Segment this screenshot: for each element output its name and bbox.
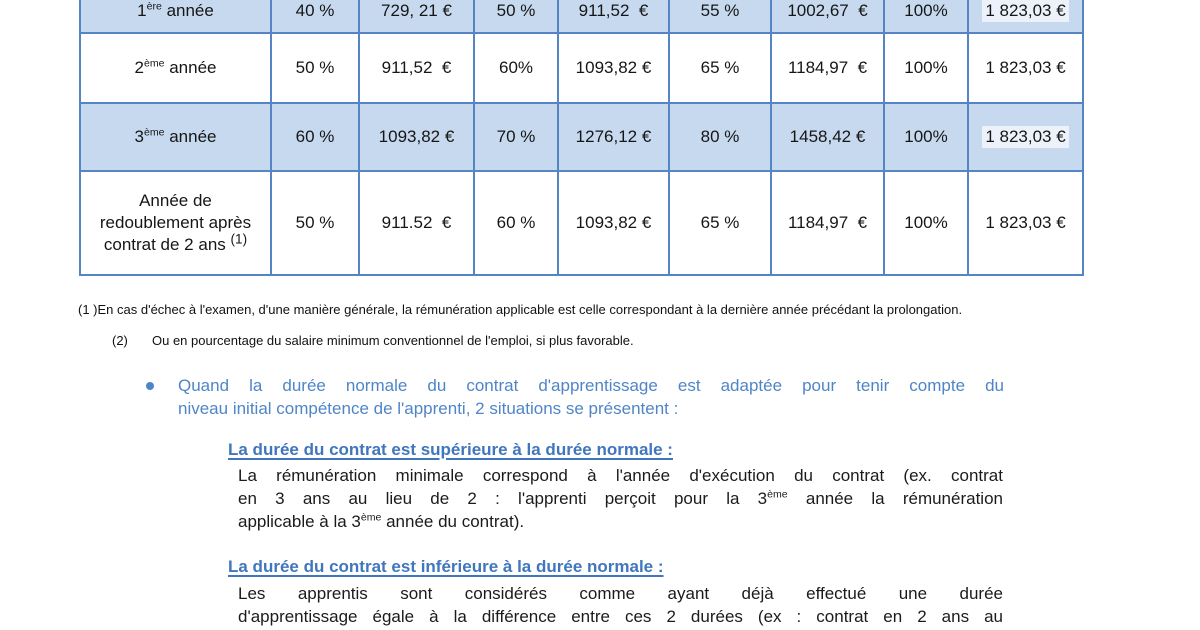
table-cell: 60 % [271, 103, 359, 171]
table-cell: 1002,67 € [771, 0, 884, 33]
paragraph-line: applicable à la 3ème année du contrat). [238, 511, 525, 531]
table-cell: 1276,12 € [558, 103, 669, 171]
paragraph-line: Les apprentis sont considérés comme ayant déjà effectué une durée [238, 584, 1003, 603]
heading-duree-superieure: La durée du contrat est supérieure à la durée normale : [228, 440, 673, 459]
table-cell: 60% [474, 33, 558, 103]
bullet-paragraph [146, 374, 1004, 420]
table-row-year-3 [80, 103, 1083, 171]
table-cell: 70 % [474, 103, 558, 171]
table-cell: 100% [884, 0, 968, 33]
table-cell: 1184,97 € [771, 33, 884, 103]
paragraph-line: La rémunération minimale correspond à l'année d'exécution du contrat (ex. contrat [238, 466, 1003, 485]
table-row-label: 2ème année [80, 33, 271, 103]
table-cell-total [968, 171, 1083, 275]
table-row-label: 1ère année [80, 0, 271, 33]
table-cell: 911,52 € [558, 0, 669, 33]
table-cell: 100% [884, 103, 968, 171]
total-value: 1 823,03 € [985, 213, 1066, 232]
paragraph-duree-inferieure [238, 582, 1003, 628]
table-cell: 100% [884, 33, 968, 103]
footnote-2-marker: (2) [112, 333, 128, 348]
paragraph-line: d'apprentissage égale à la différence entre ces 2 durées (ex : contrat en 2 ans au [238, 607, 1003, 626]
table-row-label: 3ème année [80, 103, 271, 171]
table-cell: 1184,97 € [771, 171, 884, 275]
table-cell: 1458,42 € [771, 103, 884, 171]
bullet-line: Quand la durée normale du contrat d'apprentissage est adaptée pour tenir compte du [178, 376, 1004, 395]
table-cell: 1093,82 € [359, 103, 474, 171]
table-cell: 50 % [474, 0, 558, 33]
bullet-line: niveau initial compétence de l'apprenti, 2 situations se présentent : [178, 399, 679, 418]
bullet-text [178, 374, 1004, 420]
table-cell: 40 % [271, 0, 359, 33]
table-cell: 50 % [271, 33, 359, 103]
table-row-year-2 [80, 33, 1083, 103]
table-cell: 729, 21 € [359, 0, 474, 33]
heading-duree-inferieure: La durée du contrat est inférieure à la durée normale : [228, 557, 664, 576]
footnote-1: (1 )En cas d'échec à l'examen, d'une manière générale, la rémunération applicable est celle correspondant à la dernière année précédant la prolongation. [78, 302, 963, 317]
table-row-label: Année de redoublement après contrat de 2 ans $^{(1)}$ [80, 171, 271, 275]
paragraph-duree-superieure [238, 464, 1003, 533]
table-cell: 911.52 € [359, 171, 474, 275]
table-cell: 50 % [271, 171, 359, 275]
total-value: 1 823,03 € [982, 0, 1068, 22]
table-cell: 60 % [474, 171, 558, 275]
total-value: 1 823,03 € [982, 126, 1068, 148]
table-cell: 100% [884, 171, 968, 275]
table-cell: 911,52 € [359, 33, 474, 103]
table-cell: 1093,82 € [558, 171, 669, 275]
table-cell-total [968, 0, 1083, 33]
footnote-2 [112, 333, 634, 348]
remuneration-table [79, 0, 1084, 276]
table-cell: 1093,82 € [558, 33, 669, 103]
table-cell: 65 % [669, 33, 771, 103]
table-row-year-1 [80, 0, 1083, 33]
table-cell-total [968, 103, 1083, 171]
total-value: 1 823,03 € [985, 58, 1066, 77]
table-cell: 80 % [669, 103, 771, 171]
table-cell: 65 % [669, 171, 771, 275]
table-row-redoublement [80, 171, 1083, 275]
table-cell: 55 % [669, 0, 771, 33]
paragraph-line: en 3 ans au lieu de 2 : l'apprenti perçoit pour la 3ème année la rémunération [238, 488, 1003, 508]
bullet-icon [146, 382, 154, 390]
footnote-2-text: Ou en pourcentage du salaire minimum conventionnel de l'emploi, si plus favorable. [152, 333, 634, 348]
table-cell-total [968, 33, 1083, 103]
